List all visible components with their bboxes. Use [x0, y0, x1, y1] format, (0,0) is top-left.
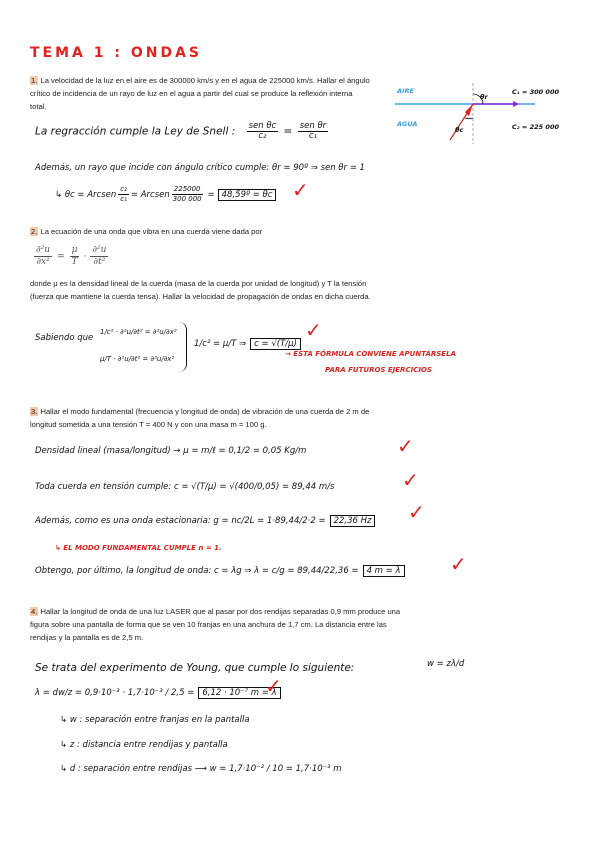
q1-critical-angle-line: Además, un rayo que incide con ángulo crítico cumple: θr = 90º ⇒ sen θr = 1	[35, 163, 365, 173]
label-c1: C₁ = 300 000	[512, 88, 559, 96]
q1-result-mid: = Arcsen	[130, 189, 170, 200]
q2-sabiendo: Sabiendo que	[35, 333, 94, 343]
q1-snell-line: La regracción cumple la Ley de Snell : $\frac{\text{sen θc}}{\text{c₂}}$ = $\frac{\text{sen θr}}{\text{c₁}}$	[35, 121, 327, 141]
question-1-number: 1.	[31, 76, 38, 85]
q1-snell-rhs-den: c₁	[308, 131, 317, 141]
q4-legend-w: ↳ w : separación entre franjas en la pantalla	[60, 715, 250, 725]
q2-wave-equation: $\frac{\text{∂²u}}{\text{∂x²}}$ = $\frac{\mu}{T}$ · $\frac{\text{∂²u}}{\text{∂t²}}$	[36, 245, 107, 267]
q1-snell-rhs	[298, 122, 328, 141]
q2-note-line-2: PARA FUTUROS EJERCICIOS	[325, 366, 432, 374]
angle-c-arc	[465, 118, 473, 119]
question-1-text	[30, 74, 370, 113]
q2-equation-2: μ/T · ∂²u/∂t² = ∂²u/∂x²	[100, 355, 175, 363]
q1-ratio-fraction	[118, 185, 129, 204]
q1-ratio-den: c₁	[120, 195, 127, 203]
q2-eq-mu-t	[70, 245, 80, 268]
q1-result-prefix: ↳ θc = Arcsen	[55, 189, 117, 200]
check-mark-icon: ✓	[305, 318, 322, 342]
question-2-statement-b: donde μ es la densidad lineal de la cuerda (masa de la cuerda por unidad de longitud) y T la tensión (fuerza que mantiene la cuerda tensa). Hallar la velocidad de propagación de ondas en dicha cuerda.	[30, 279, 371, 301]
q2-eq-mu: μ	[71, 245, 78, 255]
q2-eq-t: T	[71, 257, 78, 267]
q1-snell-lhs-den: c₂	[258, 131, 267, 141]
q3-frequency-prefix: Además, como es una onda estacionaria: g = nc/2L = 1·89,44/2·2 =	[35, 516, 326, 526]
q4-young-line: Se trata del experimento de Young, que cumple lo siguiente:	[35, 662, 355, 674]
q1-result-line: ↳ θc = Arcsen $\frac{\text{c₂}}{\text{c₁}}$ = Arcsen $\frac{225000}{300 000}$ = 48,59º = θc	[55, 185, 276, 204]
question-4-statement: Hallar la longitud de onda de una luz LASER que al pasar por dos rendijas separadas 0,9 mm produce una figura sobre una pantalla de forma que se ven 10 franjas en una anchura de 1,7 cm. La distancia entre las rendijas y la pantalla es de 2,5 m.	[30, 607, 401, 642]
check-mark-icon: ✓	[265, 674, 282, 698]
q2-result-prefix: 1/c² = μ/T ⇒	[194, 339, 247, 349]
q4-answer-box: 6,12 · 10⁻⁷ m = λ	[198, 687, 280, 699]
q2-eq-rhs-num: ∂²u	[92, 245, 107, 255]
label-aire: AIRE	[397, 87, 414, 95]
q3-frequency-box: 22,36 Hz	[330, 515, 376, 527]
question-1-statement: La velocidad de la luz en el aire es de 300000 km/s y en el agua de 225000 km/s. Hallar el ángulo crítico de incidencia de un rayo de luz en el agua a partir del cual se produce la reflexión interna total.	[30, 76, 370, 111]
label-c2: C₂ = 225 000	[512, 123, 559, 131]
q2-note-line-1: → ESTA FÓRMULA CONVIENE APUNTÁRSELA	[285, 350, 456, 358]
q3-frequency-line	[35, 515, 375, 527]
q4-legend-d: ↳ d : separación entre rendijas ⟶ w = 1,7·10⁻² / 10 = 1,7·10⁻³ m	[60, 764, 342, 774]
q2-equation-1: 1/c² · ∂²u/∂t² = ∂²u/∂x²	[100, 328, 177, 336]
q4-wavelength-line	[35, 687, 281, 699]
q2-eq-lhs-den: ∂x²	[36, 257, 50, 267]
question-2-number: 2.	[31, 227, 38, 236]
q2-result-line	[194, 338, 301, 350]
question-3-statement: Hallar el modo fundamental (frecuencia y longitud de onda) de vibración de una cuerda de 2 m de longitud sometida a una tensión T = 400 N y con una masa m = 100 g.	[30, 407, 370, 429]
q2-eq-rhs-den: ∂t²	[93, 257, 106, 267]
q3-wavelength-line	[35, 565, 405, 577]
refraction-diagram	[395, 78, 595, 153]
q1-snell-lhs	[247, 122, 279, 141]
q3-wavelength-box: 4 m = λ	[363, 565, 405, 577]
check-mark-icon: ✓	[292, 178, 309, 202]
q3-density-line: Densidad lineal (masa/longitud) → μ = m/ℓ = 0,1/2 = 0,05 Kg/m	[35, 446, 307, 456]
label-theta-c: θc	[455, 126, 464, 134]
q3-fundamental-note: ↳ EL MODO FUNDAMENTAL CUMPLE n = 1.	[55, 544, 222, 552]
q1-answer-box: 48,59º = θc	[218, 189, 277, 201]
check-mark-icon: ✓	[450, 552, 467, 576]
q2-eq-rhs	[90, 245, 108, 268]
q1-values-fraction	[172, 185, 203, 204]
q4-wavelength-prefix: λ = dw/z = 0,9·10⁻³ · 1,7·10⁻³ / 2,5 =	[35, 688, 195, 698]
q1-snell-rhs-num: sen θr	[299, 121, 327, 131]
q1-ratio-num: c₂	[120, 185, 127, 193]
question-3-text	[30, 405, 385, 431]
question-3-number: 3.	[31, 407, 38, 416]
q1-snell-lhs-num: sen θc	[248, 121, 277, 131]
q2-brace	[178, 322, 187, 372]
label-theta-r: θr	[480, 93, 488, 101]
refracted-ray-arrow	[513, 101, 519, 107]
page-title: TEMA 1 : ONDAS	[30, 45, 202, 61]
question-2-statement-a: La ecuación de una onda que vibra en una cuerda viene dada por	[40, 227, 263, 236]
label-agua: AGUA	[397, 120, 418, 128]
q1-values-den: 300 000	[172, 195, 202, 203]
q3-speed-line: Toda cuerda en tensión cumple: c = √(T/μ) = √(400/0,05) = 89,44 m/s	[35, 482, 335, 492]
q4-legend-z: ↳ z : distancia entre rendijas y pantalla	[60, 740, 228, 750]
q2-eq-lhs-num: ∂²u	[36, 245, 51, 255]
question-4-number: 4.	[31, 607, 38, 616]
check-mark-icon: ✓	[408, 500, 425, 524]
q1-values-num: 225000	[173, 185, 201, 193]
check-mark-icon: ✓	[402, 468, 419, 492]
check-mark-icon: ✓	[397, 434, 414, 458]
q4-young-formula: w = zλ/d	[427, 659, 465, 669]
question-2-intro	[30, 225, 370, 238]
q3-wavelength-prefix: Obtengo, por último, la longitud de onda: c = λg ⇒ λ = c/g = 89,44/22,36 =	[35, 566, 359, 576]
q1-snell-prefix: La regracción cumple la Ley de Snell :	[35, 125, 236, 138]
q2-answer-box: c = √(T/μ)	[250, 338, 301, 350]
q2-eq-lhs	[34, 245, 52, 268]
question-4-text	[30, 605, 405, 644]
